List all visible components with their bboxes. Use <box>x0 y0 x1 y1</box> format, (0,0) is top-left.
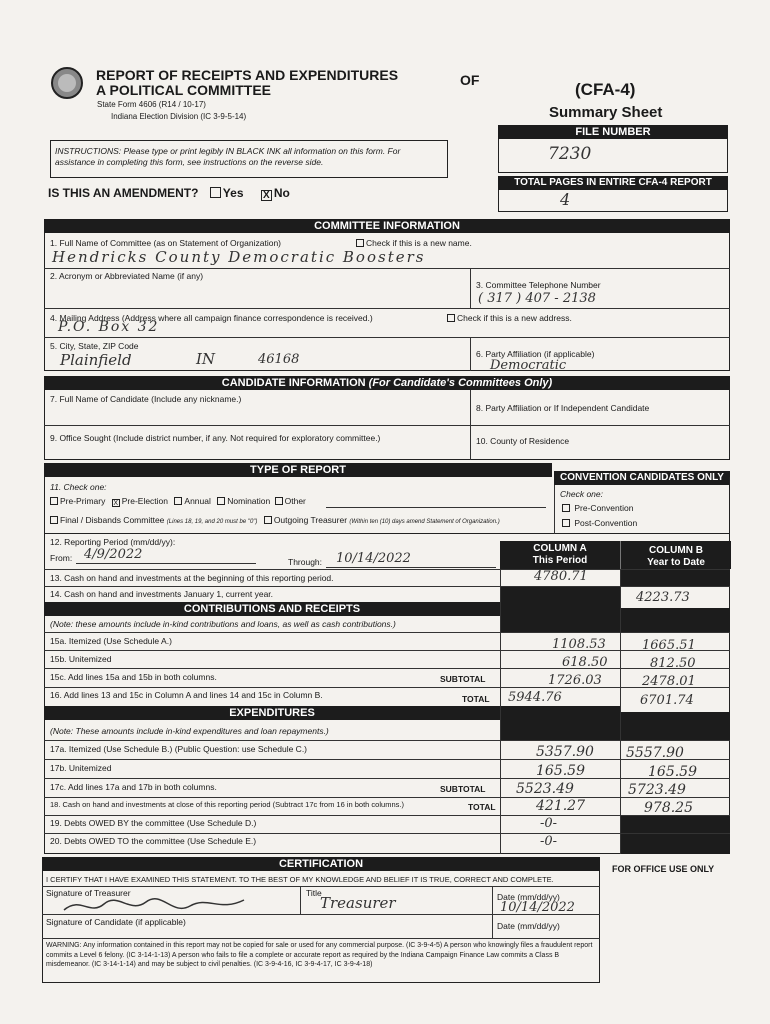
contributions-note: (Note: these amounts include in-kind contributions and loans, as well as cash contributions.) <box>50 619 396 629</box>
file-number-box <box>498 139 728 173</box>
nomination-checkbox[interactable] <box>217 497 225 505</box>
line-17c-subtotal: SUBTOTAL <box>440 784 486 794</box>
phone-label: 3. Committee Telephone Number <box>476 280 601 290</box>
line-15a-col-a: 1108.53 <box>552 637 606 652</box>
pre-convention-option[interactable]: Pre-Convention <box>562 503 633 513</box>
amendment-yes-checkbox[interactable] <box>210 187 221 198</box>
post-convention-option[interactable]: Post-Convention <box>562 518 637 528</box>
office-sought-label: 9. Office Sought (Include district number, if any. Not required for exploratory committee.) <box>50 433 381 443</box>
new-address-checkbox[interactable]: Check if this is a new address. <box>447 313 572 323</box>
line-15c-subtotal: SUBTOTAL <box>440 674 486 684</box>
candidate-info-header: CANDIDATE INFORMATION (For Candidate's Committees Only) <box>44 376 730 390</box>
address-value: P.O. Box 32 <box>58 319 160 335</box>
convention-check-one: Check one: <box>560 489 603 499</box>
city-label: 5. City, State, ZIP Code <box>50 341 139 351</box>
office-use-label: FOR OFFICE USE ONLY <box>612 864 715 874</box>
type-of-report-header: TYPE OF REPORT <box>44 463 552 477</box>
line-18-label: 18. Cash on hand and investments at close of this reporting period (Subtract 17c from 16 in both columns.) <box>50 800 404 809</box>
line-13-label: 13. Cash on hand and investments at the beginning of this reporting period. <box>50 573 334 583</box>
line-14-label: 14. Cash on hand and investments January 1, current year. <box>50 589 274 599</box>
report-title: REPORT OF RECEIPTS AND EXPENDITURES A POLITICAL COMMITTEE <box>96 67 399 98</box>
acronym-label: 2. Acronym or Abbreviated Name (if any) <box>50 271 204 281</box>
title-value: Treasurer <box>320 894 396 912</box>
county-label: 10. County of Residence <box>476 436 570 446</box>
candidate-name-label: 7. Full Name of Candidate (Include any nickname.) <box>50 394 242 404</box>
date-label-2: Date (mm/dd/yy) <box>497 921 560 931</box>
line-17c-label: 17c. Add lines 17a and 17b in both columns. <box>50 782 217 792</box>
line-18-total: TOTAL <box>468 802 496 812</box>
certification-statement: I CERTIFY THAT I HAVE EXAMINED THIS STATEMENT. TO THE BEST OF MY KNOWLEDGE AND BELIEF IT IS TRUE, CORRECT AND COMPLETE. <box>46 875 554 884</box>
annual-checkbox[interactable] <box>174 497 182 505</box>
committee-info-header: COMMITTEE INFORMATION <box>44 219 730 233</box>
line-15c-col-b: 2478.01 <box>642 674 696 689</box>
line-17a-col-b: 5557.90 <box>626 745 684 761</box>
line-19-label: 19. Debts OWED BY the committee (Use Schedule D.) <box>50 818 257 828</box>
certification-header: CERTIFICATION <box>42 857 600 871</box>
line-15c-col-a: 1726.03 <box>548 673 602 688</box>
line-15b-col-a: 618.50 <box>562 655 608 670</box>
state-value: IN <box>196 350 216 368</box>
committee-name-value: Hendricks County Democratic Boosters <box>52 248 426 266</box>
summary-sheet-title: Summary Sheet <box>549 104 663 121</box>
phone-value: ( 317 ) 407 - 2138 <box>478 291 596 306</box>
total-pages-header: TOTAL PAGES IN ENTIRE CFA-4 REPORT <box>498 176 728 190</box>
report-type-options: Pre-Primary X Pre-Election Annual Nomination Other <box>50 496 306 507</box>
final-options: Final / Disbands Committee (Lines 18, 19, and 20 must be "0") Outgoing Treasurer (Within ten (10) days amend Statement of Organization.) <box>50 515 500 527</box>
line-16-col-a: 5944.76 <box>508 690 562 705</box>
pre-election-checkbox[interactable]: X <box>113 500 119 507</box>
form-id: (CFA-4) <box>575 80 636 99</box>
of-label: OF <box>460 72 480 88</box>
file-number-header: FILE NUMBER <box>498 125 728 139</box>
column-b-header: COLUMN B Year to Date <box>620 541 731 569</box>
instructions-text: INSTRUCTIONS: Please type or print legibly IN BLACK INK all information on this form. For assistance in completing this form, see instructions on the reverse side. <box>55 146 401 167</box>
treasurer-signature-label: Signature of Treasurer <box>46 888 131 898</box>
through-date-value: 10/14/2022 <box>336 551 411 566</box>
line-15c-label: 15c. Add lines 15a and 15b in both columns. <box>50 672 217 682</box>
line-16-label: 16. Add lines 13 and 15c in Column A and lines 14 and 15c in Column B. <box>50 690 323 700</box>
pre-primary-checkbox[interactable] <box>50 497 58 505</box>
file-number-value: 7230 <box>548 144 592 164</box>
line-17b-label: 17b. Unitemized <box>50 763 112 773</box>
title-label: Title <box>306 888 322 898</box>
line-15a-col-b: 1665.51 <box>642 638 696 653</box>
line-17c-col-b: 5723.49 <box>628 782 686 798</box>
line-13-col-b-shade <box>621 570 730 586</box>
line-19-col-a: -0- <box>540 816 558 831</box>
line-17a-col-a: 5357.90 <box>536 744 594 760</box>
committee-name-label: 1. Full Name of Committee (as on Statement of Organization) <box>50 238 282 248</box>
division-label: Indiana Election Division (IC 3-9-5-14) <box>111 112 247 121</box>
total-pages-value: 4 <box>560 190 571 209</box>
final-checkbox[interactable] <box>50 516 58 524</box>
line-16-total: TOTAL <box>462 694 490 704</box>
line-15a-label: 15a. Itemized (Use Schedule A.) <box>50 636 172 646</box>
other-checkbox[interactable] <box>275 497 283 505</box>
date-label: Date (mm/dd/yy) <box>497 892 560 902</box>
party-value: Democratic <box>490 358 567 373</box>
state-form-number: State Form 4606 (R14 / 10-17) <box>97 100 206 109</box>
zip-value: 46168 <box>258 352 300 367</box>
convention-header: CONVENTION CANDIDATES ONLY <box>554 471 730 485</box>
line-16-col-b: 6701.74 <box>640 693 694 708</box>
line-20-label: 20. Debts OWED TO the committee (Use Schedule E.) <box>50 836 257 846</box>
line-20-col-a: -0- <box>540 834 558 849</box>
state-seal-logo <box>50 66 84 100</box>
date-value: 10/14/2022 <box>500 900 575 915</box>
amendment-no-checkbox[interactable]: X <box>261 190 272 201</box>
through-label: Through: <box>288 557 323 567</box>
line-17b-col-b: 165.59 <box>648 764 697 780</box>
amendment-question: IS THIS AN AMENDMENT? Yes X No <box>48 186 290 201</box>
outgoing-treasurer-checkbox[interactable] <box>264 516 272 524</box>
expenditures-header: EXPENDITURES <box>44 706 500 720</box>
line-14-col-b: 4223.73 <box>636 590 690 605</box>
line-17c-col-a: 5523.49 <box>516 781 574 797</box>
expenditures-note: (Note: These amounts include in-kind expenditures and loan repayments.) <box>50 726 329 736</box>
line-14-col-a-shade <box>501 587 620 602</box>
line-18-col-b: 978.25 <box>644 800 693 816</box>
contributions-header: CONTRIBUTIONS AND RECEIPTS <box>44 602 500 616</box>
line-15b-label: 15b. Unitemized <box>50 654 112 664</box>
line-17b-col-a: 165.59 <box>536 763 585 779</box>
address-label: 4. Mailing Address (Address where all campaign finance correspondence is received.) <box>50 313 373 323</box>
total-pages-box <box>498 190 728 212</box>
warning-text: WARNING: Any information contained in this report may not be copied for sale or used for any commercial purpose. (IC 3-9-4-5) A person who knowingly files a fraudulent report commits a Level 6 felony. (IC 3-14-1-13) A person who fails to file a complete or accurate report as required by the Indiana Campaign Finance Law commits a Class B misdemeanor. (IC 3-14-1-14) and may be subject to civil penalties. (IC 3-9-4-16, IC 3-9-4-17, IC 3-9-4-18) <box>46 942 593 968</box>
candidate-party-label: 8. Party Affiliation or If Independent Candidate <box>476 403 650 413</box>
check-one-label: 11. Check one: <box>50 482 107 492</box>
candidate-signature-label: Signature of Candidate (if applicable) <box>46 917 186 927</box>
new-name-checkbox[interactable]: Check if this is a new name. <box>356 238 472 248</box>
reporting-period-label: 12. Reporting Period (mm/dd/yy): <box>50 537 176 547</box>
from-date-value: 4/9/2022 <box>84 547 143 562</box>
line-13-col-a: 4780.71 <box>534 569 588 584</box>
line-17a-label: 17a. Itemized (Use Schedule B.) (Public Question: use Schedule C.) <box>50 744 308 754</box>
column-a-header: COLUMN A This Period <box>500 541 620 569</box>
line-18-col-a: 421.27 <box>536 798 585 814</box>
party-label: 6. Party Affiliation (if applicable) <box>476 349 595 359</box>
from-label: From: <box>50 553 73 563</box>
line-15b-col-b: 812.50 <box>650 656 696 671</box>
city-value: Plainfield <box>60 351 132 369</box>
